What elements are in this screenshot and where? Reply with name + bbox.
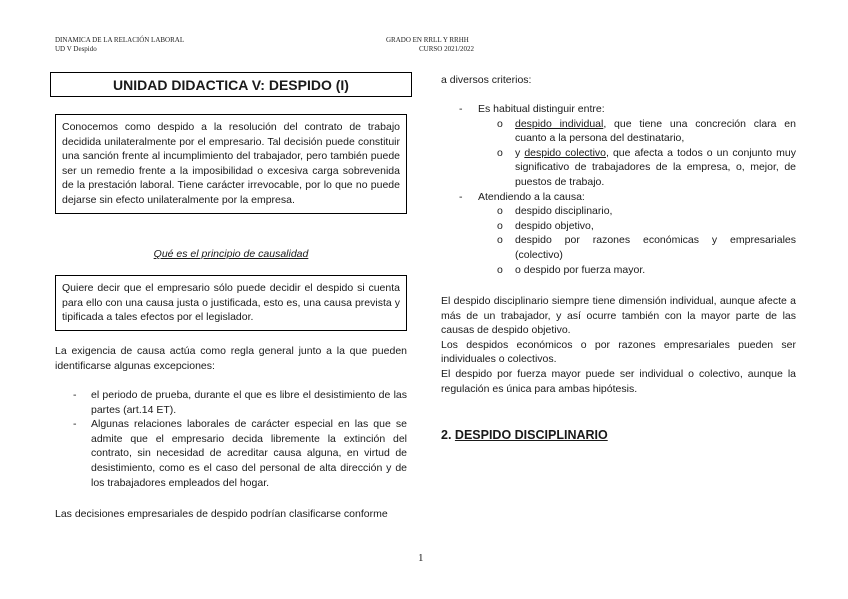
causality-heading (55, 247, 407, 262)
header-course-title: DINAMICA DE LA RELACIÓN LABORAL (55, 36, 185, 44)
bullet-marker: o (497, 219, 503, 232)
bullet-marker: o (497, 117, 503, 130)
section-number: 2. (441, 428, 452, 442)
causality-box (55, 275, 407, 331)
paragraph-line: El despido disciplinario siempre tiene dimensión individual, aunque afecte a más de un trabajador, y así ocurre también con la mayor parte de las causas de despido objetivo. (441, 295, 796, 337)
header-degree: GRADO EN RRLL Y RRHH (386, 36, 469, 44)
dash-marker: - (459, 190, 463, 203)
bullet-marker: o (497, 263, 503, 276)
cause-text: despido por razones económicas y empresariales (colectivo) (515, 234, 796, 261)
criteria-list (441, 102, 796, 277)
dash-marker: - (459, 103, 463, 115)
list-item (55, 388, 407, 417)
list-item (441, 204, 796, 219)
closing-text: Las decisiones empresariales de despido podrían clasificarse conforme (55, 508, 388, 520)
bullet-marker: o (497, 146, 503, 159)
list-item (441, 117, 796, 146)
section-heading (441, 427, 608, 443)
continuation-text: a diversos criterios: (441, 74, 532, 86)
collective-term: despido colectivo (524, 146, 606, 159)
cause-text: despido disciplinario, (515, 205, 613, 218)
header-right (386, 36, 506, 54)
exceptions-list (55, 388, 407, 490)
cause-text: o despido por fuerza mayor. (515, 263, 646, 276)
cause-text: despido objetivo, (515, 219, 594, 232)
paragraph-line: Los despidos económicos o por razones empresariales pueden ser individuales o colectivos. (441, 338, 796, 366)
causality-heading-text: Qué es el principio de causalidad (153, 248, 309, 260)
list-item (441, 190, 796, 205)
unit-title: UNIDAD DIDACTICA V: DESPIDO (I) (50, 72, 412, 97)
criterion-text: Es habitual distinguir entre: (478, 103, 605, 115)
closing-line (55, 507, 415, 522)
paragraph-line: El despido por fuerza mayor puede ser individual o colectivo, aunque la regulación es única para ambas hipótesis. (441, 367, 796, 395)
bullet-marker: o (497, 234, 503, 247)
exceptions-intro (55, 344, 407, 373)
dash-marker: - (73, 418, 77, 431)
dimension-paragraph (441, 294, 796, 396)
collective-description: , que afecta a todos o un conjunto muy significativo de trabajadores de la empresa, o, mejor, de puestos de trabajo. (515, 146, 796, 188)
individual-term: despido individual (515, 117, 604, 130)
exception-text: el periodo de prueba, durante el que es libre el desistimiento de las partes (art.14 ET). (91, 389, 407, 416)
list-item (441, 233, 796, 262)
list-item (441, 219, 796, 234)
list-item (55, 417, 407, 490)
section-title: DESPIDO DISCIPLINARIO (454, 428, 608, 442)
individual-description: , que tiene una concreción clara en cuanto a la persona del destinatario, (515, 117, 796, 145)
list-item (441, 102, 796, 117)
bullet-marker: o (497, 205, 503, 218)
header-unit: UD V Despido (55, 45, 97, 53)
list-item (441, 146, 796, 190)
collective-prefix: y (515, 146, 525, 159)
definition-text: Conocemos como despido a la resolución del contrato de trabajo decidida unilateralmente por el empresario. Tal decisión puede constituir una sanción frente al incumplimiento del trabajador, pero también puede ser un remedio frente a la imposibilidad o excesiva carga sobrevenida de la prestación laboral. Tiene carácter irrevocable, por lo que no puede dejarse sin efecto unilateralmente por la empresa. (62, 121, 400, 206)
header-year: CURSO 2021/2022 (419, 45, 475, 53)
continuation (441, 73, 796, 88)
page-number: 1 (418, 552, 424, 564)
criterion-text: Atendiendo a la causa: (478, 190, 585, 203)
definition-box (55, 114, 407, 214)
exception-text: Algunas relaciones laborales de carácter especial en las que se admite que el empresario decida libremente la extinción del contrato, sin necesidad de acreditar causa alguna, en virtud de desistimiento, como es el caso del personal de alta dirección y de los trabajadores empleados del hogar. (91, 418, 407, 489)
exceptions-intro-text: La exigencia de causa actúa como regla general junto a la que pueden identificarse algunas excepciones: (55, 345, 407, 372)
dash-marker: - (73, 389, 77, 401)
causality-text: Quiere decir que el empresario sólo puede decidir el despido si cuenta para ello con una causa justa o justificada, esto es, una causa prevista y tipificada a tales efectos por el legislador. (62, 282, 400, 324)
header-left (55, 36, 184, 54)
list-item (441, 263, 796, 278)
